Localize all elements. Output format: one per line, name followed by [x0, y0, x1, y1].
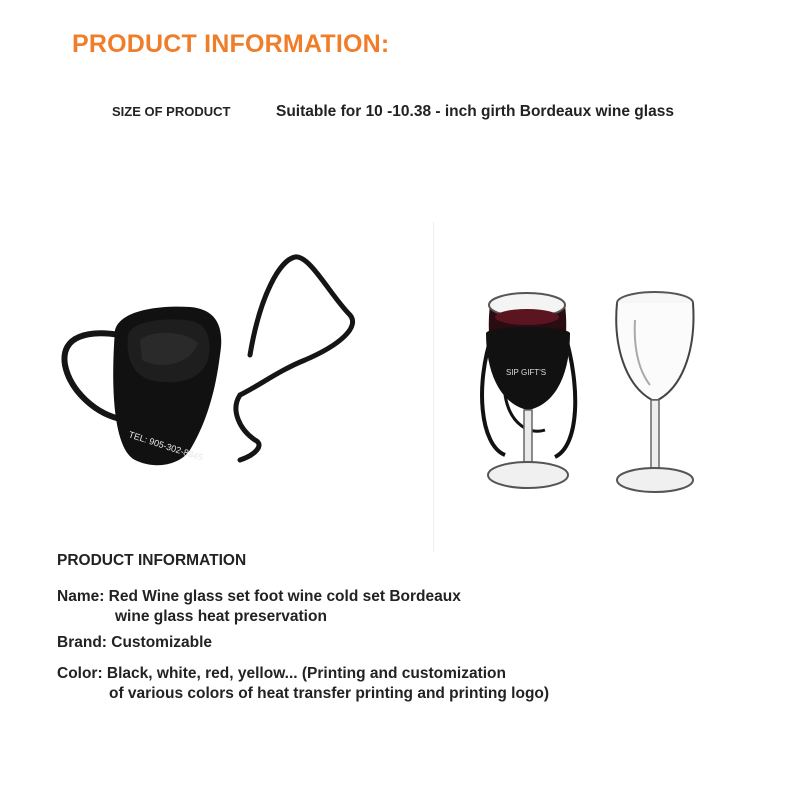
name-field	[57, 587, 461, 627]
sleeve-product-photo	[40, 235, 410, 495]
product-info-heading: PRODUCT INFORMATION	[57, 552, 247, 569]
sleeve-print-text-right: SIP GIFT'S	[506, 368, 547, 377]
name-line-1: Name: Red Wine glass set foot wine cold set Bordeaux	[57, 588, 461, 605]
page-title: PRODUCT INFORMATION:	[72, 30, 390, 58]
color-line-1: Color: Black, white, red, yellow... (Printing and customization	[57, 665, 506, 682]
size-value: Suitable for 10 -10.38 - inch girth Bordeaux wine glass	[276, 103, 674, 120]
brand-field: Brand: Customizable	[57, 634, 213, 651]
color-line-2: of various colors of heat transfer printing and printing logo)	[109, 685, 550, 702]
name-line-2: wine glass heat preservation	[115, 608, 327, 625]
wine-glasses-photo	[430, 225, 750, 545]
color-field	[57, 664, 549, 704]
size-label: SIZE OF PRODUCT	[112, 104, 231, 119]
sleeve-print-text: TEL: 905-302-8845	[127, 429, 205, 463]
